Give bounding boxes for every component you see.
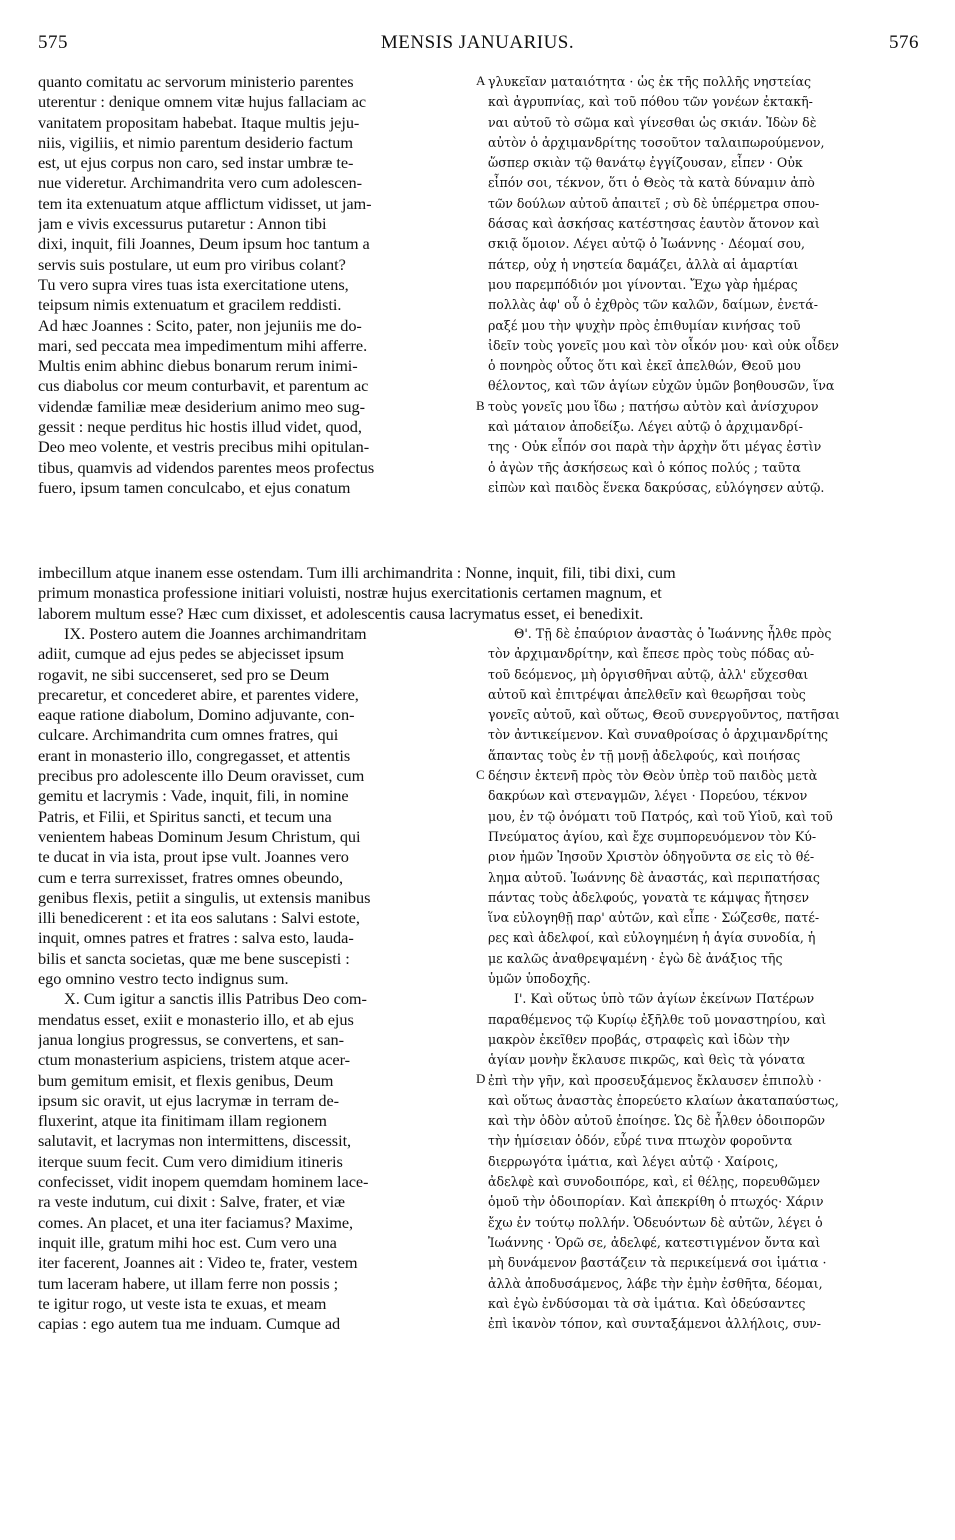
text-line: niis, vigiliis, et nimio parentum desiderio factum xyxy=(38,132,353,152)
text-line: δάσας καὶ ἀσκήσας κατέστησας ἑαυτὸν ἄτονον καὶ xyxy=(488,216,820,232)
text-line: εἰπὼν καὶ παιδὸς ἕνεκα δακρύσας, εὐλόγησεν αὐτῷ. xyxy=(488,479,825,495)
text-line: καὶ μάταιον ἀποδείξω. Λέγει αὐτῷ ὁ ἀρχιμανδρί- xyxy=(488,419,803,435)
text-line: teipsum nimis extenuatum et gracilem reddisti. xyxy=(38,295,342,315)
text-line: Deo meo volente, et vestris precibus mihi opitulan- xyxy=(38,437,370,457)
text-line: tibus, quamvis ad videndos parentes meos profectus xyxy=(38,457,375,477)
text-line: ἰδεῖν τοὺς γονεῖς μου καὶ τὸν οἶκόν μου· καὶ οὐκ οἶδεν xyxy=(488,337,839,353)
text-line: venientem habeas Dominum Jesum Christum, qui xyxy=(38,826,361,846)
text-line: τὴν ἡμίσειαν ὁδόν, εὗρέ τινα πτωχὸν φοροῦντα xyxy=(488,1133,793,1149)
text-line: adiit, cumque ad ejus pedes se abjecisset ipsum xyxy=(38,644,345,664)
text-line: capias : ego autem tua me induam. Cumque ad xyxy=(38,1314,341,1334)
text-line: inquit, omnes patres et fratres : salva esto, lauda- xyxy=(38,928,354,948)
text-line: X. Cum igitur a sanctis illis Patribus Deo com- xyxy=(64,989,367,1009)
text-line: τῶν δούλων αὐτοῦ ἀπαιτεῖ ; σὺ δὲ ὑπέρμετρα σπου- xyxy=(488,195,820,211)
text-line: πάτερ, οὐχ ἡ νηστεία δαμάζει, ἀλλὰ αἱ ἁμαρτίαι xyxy=(488,256,799,272)
page-header xyxy=(30,32,925,56)
text-line: tum laceram habere, ut illam ferre non possis ; xyxy=(38,1273,339,1293)
text-line: bum gemitum emisit, et flexis genibus, Deum xyxy=(38,1070,334,1090)
text-line: ὥσπερ σκιὰν τῷ θανάτῳ ἐγγίζουσαν, εἶπεν · Οὐκ xyxy=(488,155,803,171)
text-line: μὴ δυνάμενον βαστάζειν τὰ περικείμενά σοι ἱμάτια · xyxy=(488,1255,827,1271)
text-line: μου, ἐν τῷ ὀνόματι τοῦ Πατρός, καὶ τοῦ Υἱοῦ, καὶ τοῦ xyxy=(488,808,833,824)
text-line: ἀλλὰ ἀποδυσάμενος, λάβε τὴν ἐμὴν ἐσθῆτα, δέομαι, xyxy=(488,1275,823,1291)
text-line: τὸν ἀρχιμανδρίτην, καὶ ἔπεσε πρὸς τοὺς πόδας αὐ- xyxy=(488,646,815,662)
text-line: ego omnino vestro tecto indignus sum. xyxy=(38,969,289,989)
text-line: παραθέμενος τῷ Κυρίῳ ἐξῆλθε τοῦ μοναστηρίου, καὶ xyxy=(488,1011,827,1027)
text-line: salutavit, et lacrymas non intermittens, discessit, xyxy=(38,1131,352,1151)
text-line: Multis enim abhinc diebus bonarum rerum inimi- xyxy=(38,356,358,376)
text-line: ἐπὶ ἱκανὸν τόπον, καὶ συνταξάμενοι ἀλλήλοις, συν- xyxy=(488,1316,822,1332)
latin-column-bottom xyxy=(38,624,478,1334)
page-number-left: 575 xyxy=(38,32,68,53)
text-line: Patris, et Filii, et Spiritus sancti, et tecum una xyxy=(38,806,332,826)
text-line: gemitu et lacrymis : Vade, inquit, fili, in nomine xyxy=(38,786,349,806)
text-line: Πνεύματος ἁγίου, καὶ ἔχε συμπορευόμενον τὸν Κύ- xyxy=(488,828,817,844)
text-line: tem ita extenuatum atque afflictum vidisset, ut jam- xyxy=(38,193,372,213)
text-line: ἅπαντας τοὺς ἐν τῇ μονῇ ἀδελφούς, καὶ ποιήσας xyxy=(488,747,801,763)
text-line: cus diabolus cor meum conturbavit, et parentum ac xyxy=(38,376,369,396)
text-line: inquit ille, gratum mihi hoc est. Cum vero una xyxy=(38,1232,337,1252)
text-line: mendatus esset, exiit e monasterio illo, et ab ejus xyxy=(38,1009,354,1029)
text-line: precaretur, et concederet abire, et parentes videre, xyxy=(38,684,359,704)
text-line: γονεῖς αὐτοῦ, καὶ οὕτως, Θεοῦ συνεργοῦντος, πατῆσαι xyxy=(488,707,840,723)
text-line: ὁ πονηρὸς οὗτος ὅτι καὶ ἐκεῖ ἀπελθών, Θεοῦ μου xyxy=(488,358,801,374)
text-line: ra veste indutum, cui dixit : Salve, frater, et viæ xyxy=(38,1192,345,1212)
text-line: με καλῶς ἀναθρεψαμένη · ἐγὼ δὲ ἀνάξιος τῆς xyxy=(488,950,783,966)
text-line: θέλοντος, καὶ τῶν ἁγίων εὐχῶν ὑμῶν βοηθουσῶν, ἵνα xyxy=(488,378,835,394)
text-line: πάντας τοὺς ἀδελφούς, γονατὰ τε κάμψας ἤτησεν xyxy=(488,889,810,905)
text-line: mari, sed peccata mea impedimentum mihi afferre. xyxy=(38,335,368,355)
text-line: Θ'. Τῇ δὲ ἐπαύριον ἀναστὰς ὁ Ἰωάννης ἦλθε πρὸς xyxy=(514,626,832,641)
margin-marker-b: B xyxy=(476,398,485,413)
text-line: ἀδελφὲ καὶ συνοδοιπόρε, καὶ, εἰ θέλῃς, πορευθῶμεν xyxy=(488,1174,821,1190)
greek-column-bottom xyxy=(488,624,928,1334)
text-line: Ἰωάννης · Ὁρῶ σε, ἀδελφέ, κατεστιγμένον ὄντα καὶ xyxy=(488,1234,821,1250)
text-line: primum monastica professione initiari voluisti, nostræ hujus exercitationis certamen magnum, et xyxy=(38,583,662,603)
text-line: σκιᾷ ὅμοιον. Λέγει αὐτῷ ὁ Ἰωάννης · Δέομαί σου, xyxy=(488,236,805,252)
text-line: te igitur rogo, ut veste ista te exuas, et meam xyxy=(38,1293,327,1313)
text-line: te ducat in via ista, prout ipse vult. Joannes vero xyxy=(38,847,349,867)
latin-column-top xyxy=(38,72,478,498)
text-line: eaque ratione diabolum, Domino adjuvante, con- xyxy=(38,705,355,725)
text-line: ctum monasterium aspiciens, tristem atque acer- xyxy=(38,1050,350,1070)
margin-marker-d: D xyxy=(476,1071,486,1086)
text-line: laborem multum esse? Hæc cum dixisset, et adolescentis causa lacrymatus esset, ei benedixit. xyxy=(38,603,644,623)
text-line: τοὺς γονεῖς μου ἴδω ; πατήσω αὐτὸν καὶ ἀνίσχυρον xyxy=(488,398,819,414)
text-line: καὶ ἀγρυπνίας, καὶ τοῦ πόθου τῶν γονέων ἐκτακῆ- xyxy=(488,94,813,110)
text-line: λημα αὐτοῦ. Ἰωάννης δὲ ἀναστάς, καὶ περιπατήσας xyxy=(488,869,820,885)
text-line: iterque suum fecit. Cum vero dimidium itineris xyxy=(38,1151,343,1171)
text-line: Ad hæc Joannes : Scito, pater, non jejuniis me do- xyxy=(38,315,362,335)
text-line: cum e terra surrexisset, fratres omnes obeundo, xyxy=(38,867,344,887)
text-line: ὁ ἀγὼν τῆς ἀσκήσεως καὶ ὁ κόπος πολύς ; ταῦτα xyxy=(488,459,801,475)
text-line: gessit : neque perditus hic hostis illud videt, quod, xyxy=(38,417,362,437)
text-line: bilis et sancta societas, quæ me bene suscepisti : xyxy=(38,948,350,968)
text-line: precibus pro adolescente illo Deum oravisset, cum xyxy=(38,766,365,786)
text-line: videndæ familiæ meæ desiderium animo meo sug- xyxy=(38,396,365,416)
text-line: quanto comitatu ac servorum ministerio parentes xyxy=(38,72,354,91)
text-line: πολλὰς ἀφ' οὗ ὁ ἐχθρὸς τῶν καλῶν, δαίμων, ἐνετά- xyxy=(488,297,819,313)
text-line: γλυκεῖαν ματαιότητα · ὡς ἐκ τῆς πολλῆς νηστείας xyxy=(488,74,812,89)
text-line: ὁμοῦ τὴν ὁδοιπορίαν. Καὶ ἀπεκρίθη ὁ πτωχός· Χάριν xyxy=(488,1194,824,1210)
text-line: imbecillum atque inanem esse ostendam. Tum illi archimandrita : Nonne, inquit, fili, tibi dixi, cum xyxy=(38,563,676,582)
text-line: IX. Postero autem die Joannes archimandritam xyxy=(64,624,367,643)
text-line: ραξέ μου τὴν ψυχὴν πρὸς ἐπιθυμίαν κινήσας τοῦ xyxy=(488,317,801,333)
text-line: καὶ τὴν ὁδὸν αὐτοῦ ἐποίησε. Ὡς δὲ ἦλθεν ὁδοιπορῶν xyxy=(488,1113,826,1129)
text-line: αὐτὸν ὁ ἀρχιμανδρίτης τοσοῦτον ταλαιπωρούμενον, xyxy=(488,134,825,150)
text-line: ἵνα εὐλογηθῇ παρ' αὐτῶν, καὶ εἶπε · Σώζεσθε, πατέ- xyxy=(488,910,820,926)
text-line: αὐτοῦ καὶ ἐπιτρέψαι ἀπελθεῖν καὶ θεωρῆσαι τοὺς xyxy=(488,686,806,702)
text-line: ναι αὐτοῦ τὸ σῶμα καὶ γίνεσθαι ὡς σκιάν. Ἰδὼν δὲ xyxy=(488,114,817,130)
text-line: illi benedicerent : et ita eos salutans : Salvi estote, xyxy=(38,908,360,928)
text-line: μου παρεμπόδιόν μοι γίνονται. Ἔχω γὰρ ἡμέρας xyxy=(488,276,798,292)
text-line: ἔχω ἐν τούτῳ πολλήν. Ὁδευόντων δὲ αὐτῶν, λέγει ὁ xyxy=(488,1214,823,1230)
text-line: nue videretur. Archimandrita vero cum adolescen- xyxy=(38,173,363,193)
text-line: ρες καὶ ἀδελφοί, καὶ εὐλογημένη ἡ ἁγία συνοδία, ἡ xyxy=(488,930,816,946)
text-line: fluxerint, atque ita finitimam illam regionem xyxy=(38,1111,327,1131)
text-line: εἶπόν σοι, τέκνον, ὅτι ὁ Θεὸς τὰ κατὰ δύναμιν ἀπὸ xyxy=(488,175,815,191)
text-line: καὶ οὕτως ἀναστὰς ἐπορεύετο κλαίων ἀκαταπαύστως, xyxy=(488,1092,839,1108)
text-line: dixi, inquit, fili Joannes, Deum ipsum hoc tantum a xyxy=(38,234,370,254)
text-line: ἁγίαν μονὴν ἔκλαυσε πικρῶς, καὶ θεὶς τὰ γόνατα xyxy=(488,1052,806,1068)
text-line: servis suis postulare, ut eum pro viribus colant? xyxy=(38,254,346,274)
text-line: culcare. Archimandrita cum omnes fratres, qui xyxy=(38,725,339,745)
text-line: uterentur : denique omnem vitæ hujus fallaciam ac xyxy=(38,92,367,112)
text-line: fuero, ipsum tamen conculcabo, et ejus conatum xyxy=(38,477,351,497)
margin-marker-a: A xyxy=(476,73,486,88)
text-line: της · Οὐκ εἶπόν σοι παρὰ τὴν ἀρχὴν ὅτι μέγας ἐστὶν xyxy=(488,439,822,455)
running-title: MENSIS JANUARIUS. xyxy=(380,32,575,53)
text-line: est, ut ejus corpus non caro, sed instar umbræ te- xyxy=(38,153,354,173)
text-line: iter facerent, Joannes ait : Video te, frater, vestem xyxy=(38,1253,358,1273)
text-line: Tu vero supra vires tuas ista exercitatione utens, xyxy=(38,274,349,294)
text-line: jam e vivis excessurus putaretur : Annon tibi xyxy=(38,214,327,234)
text-line: janua longius progressus, se convertens, et san- xyxy=(38,1029,344,1049)
text-line: comes. An placet, et una iter faciamus? Maxime, xyxy=(38,1212,354,1232)
text-line: vanitatem propositam habebat. Itaque multis jeju- xyxy=(38,112,360,132)
text-line: confecisset, vidit inopem quemdam hominem lace- xyxy=(38,1172,369,1192)
text-line: μακρὸν ἐκεῖθεν προβάς, στραφεὶς καὶ ἰδὼν τὴν xyxy=(488,1031,790,1047)
full-width-paragraph xyxy=(38,563,918,624)
text-line: ριον ἡμῶν Ἰησοῦν Χριστὸν ὁδηγοῦντα σε εἰς τὸ θέ- xyxy=(488,849,815,865)
text-line: ipsum sic oravit, ut ejus lacrymæ in terram de- xyxy=(38,1090,340,1110)
greek-column-top xyxy=(488,72,928,498)
text-line: genibus flexis, petiit a singulis, ut extensis manibus xyxy=(38,887,371,907)
text-line: δακρύων καὶ στεναγμῶν, λέγει · Πορεύου, τέκνον xyxy=(488,788,808,804)
text-line: ὑμῶν ὑποδοχῆς. xyxy=(488,971,591,987)
text-line: Ι'. Καὶ οὕτως ὑπὸ τῶν ἁγίων ἐκείνων Πατέρων xyxy=(514,991,815,1007)
text-line: καὶ ἐγὼ ἐνδύσομαι τὰ σὰ ἱμάτια. Καὶ ὁδεύσαντες xyxy=(488,1295,806,1311)
text-line: ἐπὶ τὴν γῆν, καὶ προσευξάμενος ἔκλαυσεν ἐπιπολὺ · xyxy=(488,1072,822,1088)
page-number-right: 576 xyxy=(889,32,919,53)
text-line: erant in monasterio illo, congregasset, et attentis xyxy=(38,745,351,765)
text-line: rogavit, ne sibi succenseret, sed pro se Deum xyxy=(38,664,330,684)
text-line: δέησιν ἐκτενῆ πρὸς τὸν Θεὸν ὑπὲρ τοῦ παιδὸς μετὰ xyxy=(488,768,818,784)
text-line: τὸν ἀντικείμενον. Καὶ συναθροίσας ὁ ἀρχιμανδρίτης xyxy=(488,727,829,743)
text-line: διερρωγότα ἱμάτια, καὶ λέγει αὐτῷ · Χαίροις, xyxy=(488,1153,779,1169)
margin-marker-c: C xyxy=(476,767,485,782)
text-line: τοῦ δεόμενος, μὴ ὀργισθῆναι αὐτῷ, ἀλλ' εὔχεσθαι xyxy=(488,666,809,682)
